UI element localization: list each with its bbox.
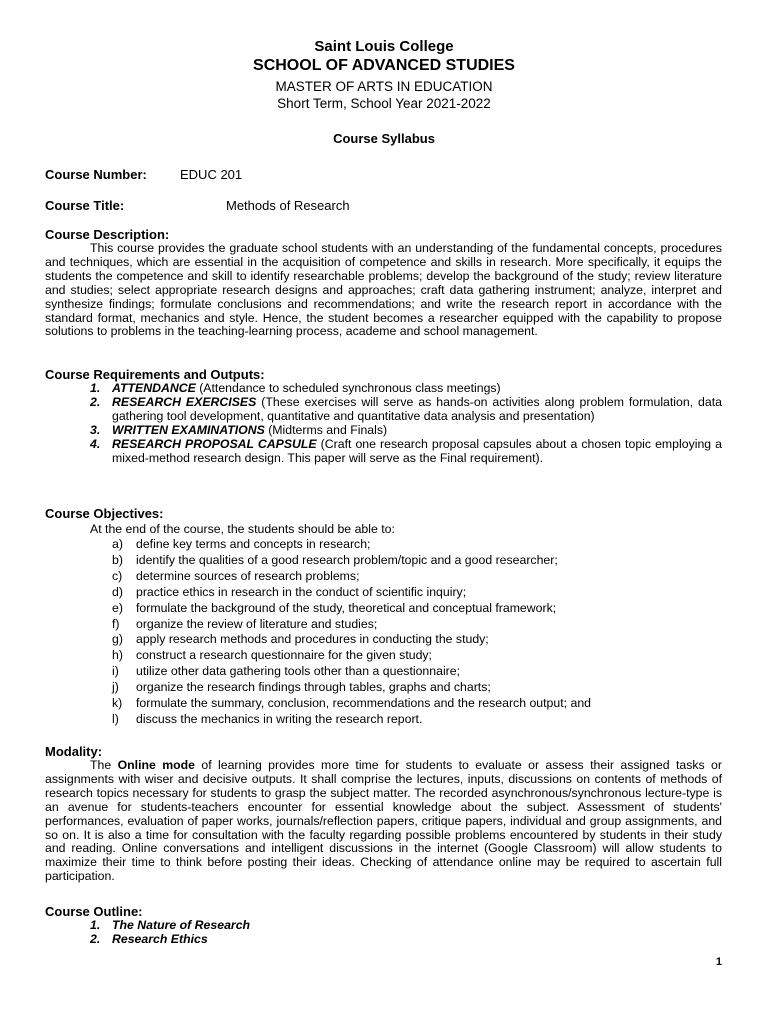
item-text: (Craft one research proposal capsules about a chosen topic employing a mixed-method research design. This paper will serve as the Final requirement). bbox=[112, 436, 723, 465]
list-item bbox=[112, 601, 591, 617]
item-number: 1. bbox=[90, 918, 101, 932]
list-item bbox=[90, 424, 722, 438]
objectives-list bbox=[112, 537, 591, 728]
item-letter: c) bbox=[112, 568, 123, 583]
item-letter: g) bbox=[112, 632, 123, 647]
item-text: (These exercises will serve as hands-on activities along problem formulation, data gathering tool development, quantitative and quantitative data analysis and presentation) bbox=[112, 394, 722, 423]
list-item bbox=[112, 537, 591, 553]
item-title: RESEARCH PROPOSAL CAPSULE bbox=[112, 436, 317, 451]
item-letter: b) bbox=[112, 552, 123, 567]
item-title: RESEARCH EXERCISES bbox=[112, 394, 257, 409]
list-item bbox=[112, 648, 591, 664]
modality-text bbox=[45, 759, 722, 884]
outline-list bbox=[90, 918, 250, 946]
school-name: SCHOOL OF ADVANCED STUDIES bbox=[253, 57, 515, 74]
list-item bbox=[112, 585, 591, 601]
item-number: 1. bbox=[90, 381, 101, 395]
item-text: (Midterms and Finals) bbox=[264, 422, 388, 437]
item-text: construct a research questionnaire for the given study; bbox=[136, 648, 432, 663]
list-item bbox=[112, 712, 591, 728]
course-number-row bbox=[45, 167, 243, 182]
item-letter: d) bbox=[112, 584, 123, 599]
modality-bold: Online mode bbox=[117, 758, 196, 772]
description-heading: Course Description: bbox=[45, 227, 170, 242]
item-text: formulate the summary, conclusion, recommendations and the research output; and bbox=[136, 696, 591, 711]
requirements-heading: Course Requirements and Outputs: bbox=[45, 367, 265, 382]
item-text: define key terms and concepts in research; bbox=[136, 537, 371, 551]
item-text: formulate the background of the study, theoretical and conceptual framework; bbox=[136, 600, 557, 615]
item-text: apply research methods and procedures in conducting the study; bbox=[136, 632, 489, 647]
item-text: discuss the mechanics in writing the research report. bbox=[136, 711, 423, 726]
item-title: ATTENDANCE bbox=[112, 381, 196, 395]
item-text: The Nature of Research bbox=[112, 918, 251, 932]
list-item bbox=[112, 569, 591, 585]
list-item bbox=[90, 918, 250, 932]
list-item bbox=[112, 696, 591, 712]
college-name: Saint Louis College bbox=[314, 38, 454, 55]
list-item bbox=[90, 382, 722, 396]
item-text: practice ethics in research in the conduct of scientific inquiry; bbox=[136, 584, 467, 599]
item-letter: f) bbox=[112, 616, 120, 631]
list-item bbox=[90, 932, 250, 946]
item-text: utilize other data gathering tools other than a questionnaire; bbox=[136, 664, 461, 679]
item-letter: j) bbox=[112, 680, 119, 695]
list-item bbox=[112, 553, 591, 569]
item-text: (Attendance to scheduled synchronous class meetings) bbox=[195, 381, 501, 395]
program-name: MASTER OF ARTS IN EDUCATION bbox=[275, 79, 493, 94]
item-letter: i) bbox=[112, 664, 119, 679]
objectives-intro: At the end of the course, the students should be able to: bbox=[90, 522, 395, 536]
item-number: 2. bbox=[90, 932, 101, 946]
outline-heading: Course Outline: bbox=[45, 904, 143, 919]
item-text: identify the qualities of a good research problem/topic and a good researcher; bbox=[136, 552, 558, 567]
list-item bbox=[90, 438, 722, 466]
item-letter: h) bbox=[112, 648, 123, 663]
item-text: organize the review of literature and studies; bbox=[136, 616, 378, 631]
modality-lead: The bbox=[90, 758, 118, 772]
list-item bbox=[112, 632, 591, 648]
requirements-list bbox=[90, 382, 722, 465]
item-text: determine sources of research problems; bbox=[136, 568, 360, 583]
list-item bbox=[112, 680, 591, 696]
item-letter: k) bbox=[112, 696, 123, 711]
course-number-label: Course Number: bbox=[45, 167, 147, 182]
list-item bbox=[112, 664, 591, 680]
page-number: 1 bbox=[715, 956, 722, 968]
document-title: Course Syllabus bbox=[333, 131, 435, 146]
list-item bbox=[112, 617, 591, 633]
description-text: This course provides the graduate school students with an understanding of the fundamental concepts, procedures and techniques, which are essential in the acquisition of competence and skills in research. More specifically, it equips the students the competence and skill to identify researchable problems; develop the background of the study; review literature and studies; select appropriate research designs and approaches; craft data gathering instrument; analyze, interpret and synthesize findings; formulate conclusions and recommendations; and write the research report in accordance with the standard format, mechanics and style. Hence, the student becomes a researcher equipped with the capability to propose solutions to problems in the teaching-learning process, academe and school management. bbox=[45, 241, 722, 339]
item-text: Research Ethics bbox=[112, 932, 208, 946]
modality-body: of learning provides more time for students to evaluate or assess their assigned tasks or assignments with wiser and decisive outputs. It shall comprise the lectures, inputs, discussions on contents of methods of research topics necessary for students to grasp the subject matter. The recorded asynchronous/synchronous lecture-type is an avenue for students-teachers encounter for essential knowledge about the subject. Assessment of students' performances, evaluation of paper works, journals/reflection papers, critique papers, individual and group assignments, and so on. It is also a time for consultation with the faculty regarding possible problems encountered by students in their study and reading. Online conversations and intelligent discussions in the internet (Google Classroom) will allow students to maximize their time to think before posting their ideas. Checking of attendance online may be required to ascertain full participation. bbox=[45, 758, 722, 884]
item-number: 4. bbox=[90, 436, 101, 451]
term-line: Short Term, School Year 2021-2022 bbox=[277, 96, 491, 111]
item-title: WRITTEN EXAMINATIONS bbox=[112, 422, 265, 437]
course-title-label: Course Title: bbox=[45, 198, 125, 213]
list-item bbox=[90, 396, 722, 424]
course-title-row bbox=[45, 198, 350, 213]
modality-heading: Modality: bbox=[45, 744, 103, 759]
item-number: 3. bbox=[90, 422, 101, 437]
course-title-value: Methods of Research bbox=[226, 198, 350, 213]
objectives-heading: Course Objectives: bbox=[45, 506, 164, 521]
item-letter: a) bbox=[112, 537, 123, 551]
item-letter: l) bbox=[112, 711, 119, 726]
item-number: 2. bbox=[90, 394, 101, 409]
course-number-value: EDUC 201 bbox=[180, 167, 243, 182]
item-letter: e) bbox=[112, 600, 123, 615]
item-text: organize the research findings through tables, graphs and charts; bbox=[136, 680, 491, 695]
